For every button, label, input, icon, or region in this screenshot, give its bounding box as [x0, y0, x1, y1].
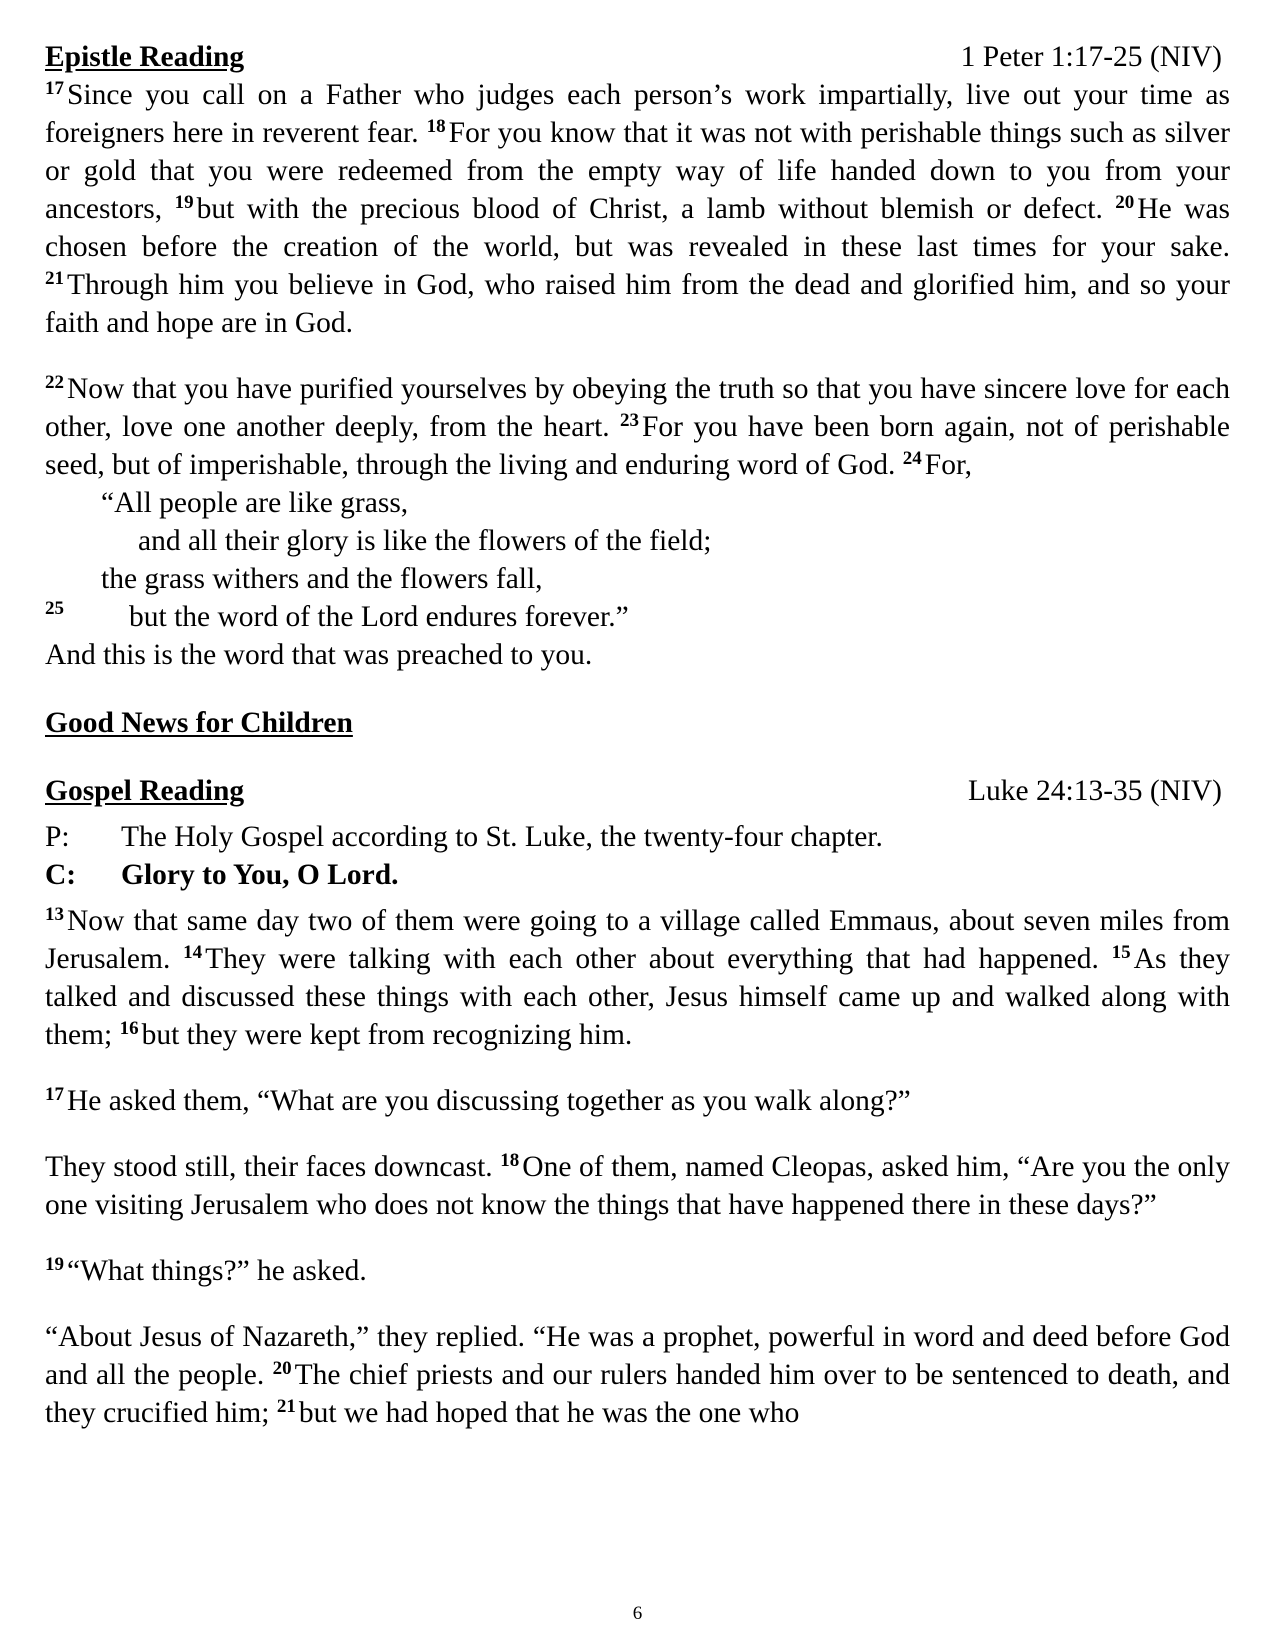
- gospel-paragraph-1: [45, 902, 1230, 1054]
- verse-text: but we had hoped that he was the one who: [298, 1397, 800, 1429]
- poem-line-1: “All people are like grass,: [101, 487, 409, 519]
- verse-text: but they were kept from recognizing him.: [141, 1019, 633, 1051]
- gospel-reference: Luke 24:13-35 (NIV): [968, 775, 1222, 807]
- verse-number: 18: [500, 1150, 520, 1171]
- epistle-paragraph-2: [45, 370, 1230, 484]
- verse-number: 20: [1115, 192, 1135, 213]
- poem-line-2: and all their glory is like the flowers of the field;: [138, 525, 712, 557]
- congregation-label: C:: [45, 859, 77, 891]
- verse-number: 18: [426, 116, 446, 137]
- verse-text: They stood still, their faces downcast.: [45, 1151, 493, 1183]
- gospel-heading: Gospel Reading: [45, 775, 245, 807]
- children-heading: Good News for Children: [45, 707, 353, 739]
- verse-text: The chief priests and our rulers handed him over to be sentenced to death, and they crucified him;: [45, 1359, 1230, 1429]
- pastor-text: The Holy Gospel according to St. Luke, the twenty-four chapter.: [121, 821, 883, 853]
- verse-number: 16: [119, 1018, 139, 1039]
- pastor-line: [45, 818, 1230, 856]
- epistle-reference: 1 Peter 1:17-25 (NIV): [960, 41, 1222, 73]
- verse-text: “About Jesus of Nazareth,” they replied. “He was a prophet, powerful in word and deed before God and all the people.: [45, 1321, 1230, 1391]
- verse-number: 17: [45, 1084, 64, 1105]
- verse-text: Now that same day two of them were going to a village called Emmaus, about seven miles from Jerusalem.: [45, 905, 1230, 975]
- verse-number: 14: [183, 942, 203, 963]
- verse-number: 24: [902, 448, 922, 469]
- verse-number: 25: [45, 598, 64, 619]
- verse-number: 21: [276, 1396, 296, 1417]
- verse-text: Now that you have purified yourselves by obeying the truth so that you have sincere love for each other, love one another deeply, from the heart.: [45, 373, 1230, 443]
- verse-number: 19: [45, 1254, 64, 1275]
- verse-number: 22: [45, 372, 64, 393]
- verse-text: He asked them, “What are you discussing together as you walk along?”: [67, 1085, 911, 1117]
- verse-text: “What things?” he asked.: [67, 1255, 367, 1287]
- verse-text: For you have been born again, not of perishable seed, but of imperishable, through the living and enduring word of God.: [45, 411, 1230, 481]
- verse-number: 17: [45, 78, 64, 99]
- verse-text: Since you call on a Father who judges each person’s work impartially, live out your time as foreigners here in reverent fear.: [45, 79, 1230, 149]
- epistle-heading: Epistle Reading: [45, 41, 245, 73]
- congregation-text: Glory to You, O Lord.: [121, 859, 399, 891]
- congregation-line: [45, 856, 1230, 894]
- page-number: 6: [632, 1603, 643, 1624]
- verse-text: As they talked and discussed these things with each other, Jesus himself came up and walked along with them;: [45, 943, 1231, 1051]
- verse-text: but with the precious blood of Christ, a lamb without blemish or defect.: [196, 193, 1103, 225]
- verse-text: For you know that it was not with perishable things such as silver or gold that you were redeemed from the empty way of life handed down to you from your ancestors,: [45, 117, 1230, 225]
- poem-line-3: the grass withers and the flowers fall,: [101, 563, 543, 595]
- verse-number: 20: [272, 1358, 292, 1379]
- verse-text: For,: [924, 449, 972, 481]
- poem-line-4-text: but the word of the Lord endures forever.”: [129, 601, 629, 633]
- verse-text: One of them, named Cleopas, asked him, “Are you the only one visiting Jerusalem who does not know the things that have happened there in these days?”: [45, 1151, 1230, 1221]
- poem-line-4: [45, 598, 1230, 636]
- verse-number: 21: [45, 268, 64, 289]
- epistle-heading-row: [45, 38, 1230, 76]
- children-heading-row: [45, 704, 1230, 742]
- gospel-paragraph-4: [45, 1252, 1230, 1290]
- verse-number: 15: [1111, 942, 1131, 963]
- gospel-paragraph-5: [45, 1318, 1230, 1432]
- gospel-heading-row: [45, 772, 1230, 810]
- verse-number: 19: [174, 192, 194, 213]
- gospel-paragraph-2: [45, 1082, 1230, 1120]
- verse-text: They were talking with each other about everything that had happened.: [205, 943, 1099, 975]
- epistle-closing: And this is the word that was preached to you.: [45, 639, 593, 671]
- gospel-paragraph-3: [45, 1148, 1230, 1224]
- epistle-paragraph-1: [45, 76, 1230, 342]
- document-page: [45, 38, 1230, 1432]
- verse-text: He was chosen before the creation of the world, but was revealed in these last times for your sake.: [45, 193, 1230, 263]
- verse-number: 13: [45, 904, 64, 925]
- pastor-label: P:: [45, 821, 70, 853]
- verse-number: 23: [620, 410, 640, 431]
- verse-text: Through him you believe in God, who raised him from the dead and glorified him, and so your faith and hope are in God.: [45, 269, 1230, 339]
